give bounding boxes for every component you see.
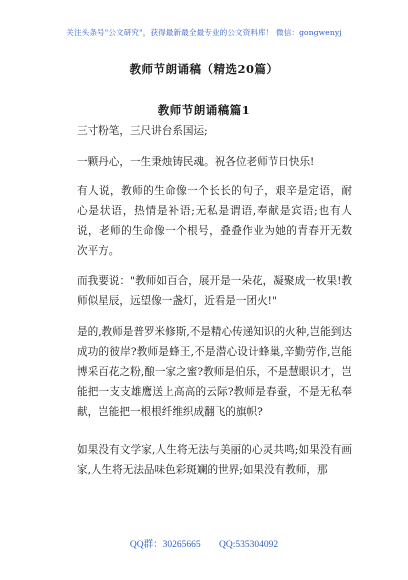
document-title: 教师节朗诵稿（精选20篇） bbox=[129, 62, 279, 76]
footer-qq-group: QQ群：30265665 bbox=[129, 540, 201, 550]
paragraph-4: 而我要说："教师如百合，展开是一朵花，凝聚成一枚果!教师似星辰，远望像一盏灯，近看是一团火!" bbox=[77, 275, 352, 307]
paragraph-5: 是的,教师是普罗米修斯,不是精心传递知识的火种,岂能到达成功的彼岸?教师是蜂王,不是潜心设计蜂巢,辛勤劳作,岂能博采百花之粉,酿一家之蜜?教师是伯乐，不是慧眼识才，岂能把一支支雄鹰送上高高的云际?教师是春蚕，不是无私奉献，岂能把一根根纤维织成翻飞的旗帜? bbox=[77, 326, 352, 418]
paragraph-2: 一颗丹心，一生秉烛铸民魂。祝各位老师节日快乐! bbox=[77, 156, 315, 168]
header-banner: 关注头条号"公文研究"，获得最新最全最专业的公文资料库！ 微信：gongwenyj bbox=[66, 28, 342, 37]
footer-contact bbox=[0, 536, 408, 550]
footer-qq: QQ:535304092 bbox=[218, 540, 279, 550]
paragraph-1: 三寸粉笔，三尺讲台系国运; bbox=[77, 125, 208, 137]
paragraph-6: 如果没有文学家,人生将无法与美丽的心灵共鸣;如果没有画家,人生将无法品味色彩斑斓的世界;如果没有教师，那 bbox=[77, 444, 352, 476]
section-title: 教师节朗诵稿篇1 bbox=[157, 103, 251, 117]
paragraph-3: 有人说，教师的生命像一个长长的句子，艰辛是定语，耐心是状语，热情是补语;无私是谓语,奉献是宾语;也有人说，老师的生命像一个根号，叠叠作业为她的青春开无数次平方。 bbox=[77, 185, 352, 257]
